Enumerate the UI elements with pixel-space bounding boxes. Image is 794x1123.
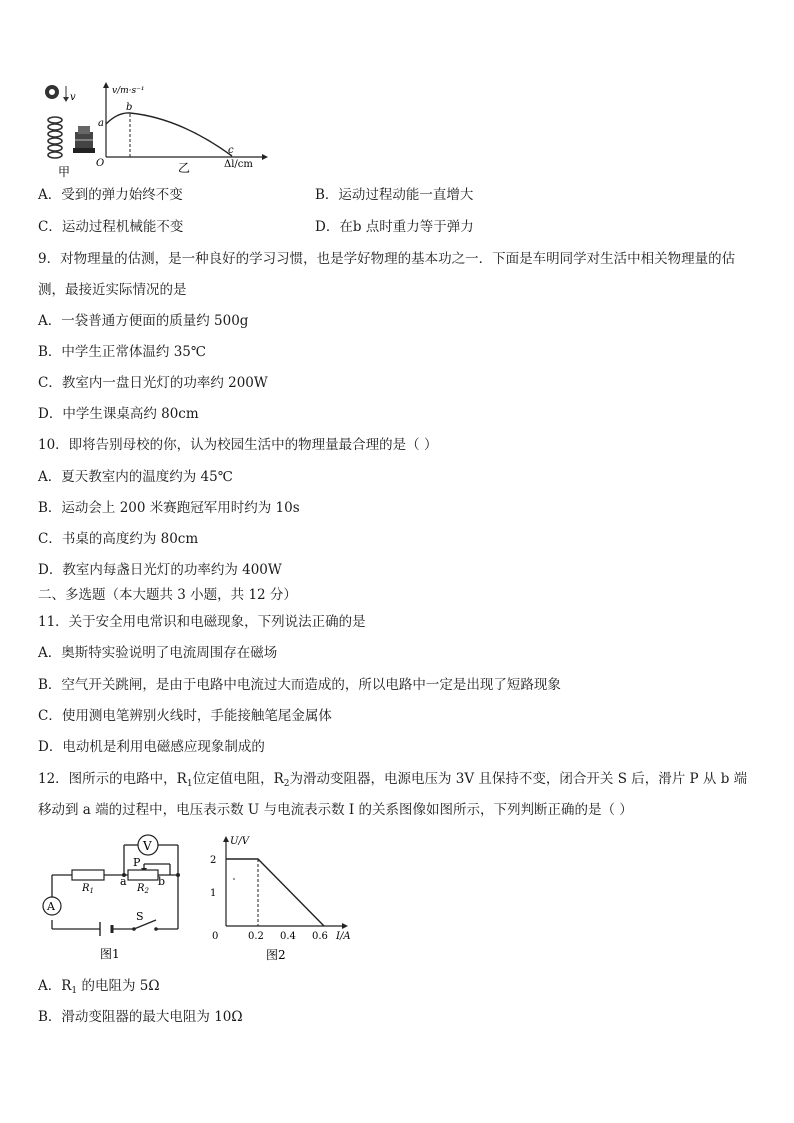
q10-option-b: B．运动会上 200 米赛跑冠军用时约为 10s: [38, 500, 300, 516]
r1-label-sub: 1: [89, 887, 94, 895]
q12-stem-part: 为滑动变阻器，电源电压为 3V 且保持不变，闭合开关 S 后，滑片 P 从 b 端: [289, 771, 748, 787]
point-c: c: [228, 145, 234, 156]
q8-option-d: D．在b 点时重力等于弹力: [315, 219, 474, 235]
q12-stem-line1: [38, 770, 747, 793]
voltmeter-label: V: [143, 839, 152, 853]
r2-label-sub: 2: [144, 887, 149, 895]
caption-jia: 甲: [58, 165, 71, 179]
q12-stem-part: 12．图所示的电路中，R: [38, 771, 187, 787]
q12-stem-line2: 移动到 a 端的过程中，电压表示数 U 与电流表示数 I 的关系图像如图所示，下列判断正确的是（ ）: [38, 802, 633, 818]
q8-option-c: C．运动过程机械能不变: [38, 219, 184, 235]
q12-option-a: [38, 977, 160, 1000]
q12-option-a-sub: 1: [71, 986, 78, 996]
q9-option-d: D．中学生课桌高约 80cm: [38, 406, 199, 422]
weight-icon: [73, 126, 95, 153]
q8-option-a: A．受到的弹力始终不变: [38, 187, 183, 203]
q9-stem-line2: 测，最接近实际情况的是: [38, 282, 187, 298]
section-heading: 二、多选题（本大题共 3 小题，共 12 分）: [38, 587, 297, 603]
caption-fig2: 图2: [266, 948, 286, 962]
point-b: b: [126, 102, 133, 113]
figure-ui-graph: [200, 826, 360, 966]
q12-option-a-text: A．R: [38, 978, 72, 994]
velocity-curve: [106, 113, 232, 156]
v-arrow-label: v: [70, 92, 76, 103]
end-b-label: b: [158, 875, 166, 888]
switch-label: S: [136, 910, 144, 923]
q11-option-b: B．空气开关跳闸，是由于电路中电流过大而造成的，所以电路中一定是出现了短路现象: [38, 677, 561, 693]
r2-label: [136, 883, 150, 895]
graph-ylabel: v/m·s⁻¹: [112, 86, 145, 96]
q12-option-a-text2: 的电阻为 5Ω: [77, 978, 160, 994]
battery-icon: [100, 922, 112, 936]
figure-spring-velocity: [0, 0, 794, 180]
voltmeter-icon: [138, 835, 158, 855]
x-tick-0.6: 0.6: [312, 931, 328, 942]
graph-origin: O: [96, 158, 105, 169]
q11-option-a: A．奥斯特实验说明了电流周围存在磁场: [38, 645, 278, 661]
q9-option-c: C．教室内一盘日光灯的功率约 200W: [38, 375, 268, 391]
caption-yi: 乙: [178, 161, 191, 175]
graph2-ylabel: U/V: [230, 836, 250, 847]
r1-label-text: R: [82, 883, 90, 894]
graph2-xlabel: I/A: [336, 931, 351, 942]
resistor-r1: [72, 870, 104, 880]
r1-label: [81, 883, 94, 895]
end-a-label: a: [120, 875, 127, 888]
q9-stem-line1: 9．对物理量的估测，是一种良好的学习习惯，也是学好物理的基本功之一．下面是车明同学对生活中相关物理量的估: [38, 251, 736, 267]
q12-subscript: 1: [186, 779, 193, 789]
q10-option-c: C．书桌的高度约为 80cm: [38, 531, 199, 547]
q11-option-c: C．使用测电笔辨别火线时，手能接触笔尾金属体: [38, 708, 332, 724]
r2-label-text: R: [137, 883, 145, 894]
caption-fig1: 图1: [100, 947, 120, 961]
y-tick-1: 1: [210, 888, 217, 899]
q12-option-b: B．滑动变阻器的最大电阻为 10Ω: [38, 1009, 243, 1025]
ammeter-label: A: [47, 900, 55, 913]
q10-option-d: D．教室内每盏日光灯的功率约为 400W: [38, 562, 282, 578]
q9-option-b: B．中学生正常体温约 35℃: [38, 344, 206, 360]
q8-option-b: B．运动过程动能一直增大: [315, 187, 474, 203]
spring-icon: [48, 117, 62, 158]
x-tick-0.2: 0.2: [248, 931, 264, 942]
ball-icon: [45, 85, 59, 99]
ui-curve: [226, 859, 324, 926]
x-tick-0.4: 0.4: [280, 931, 296, 942]
resistor-r2: [128, 870, 158, 880]
q11-stem: 11．关于安全用电常识和电磁现象，下列说法正确的是: [38, 614, 366, 630]
graph-xlabel: Δl/cm: [224, 159, 253, 170]
q10-option-a: A．夏天教室内的温度约为 45℃: [38, 469, 233, 485]
x-tick-0: 0: [212, 931, 219, 942]
q12-subscript: 2: [283, 779, 290, 789]
q10-stem: 10．即将告别母校的你，认为校园生活中的物理量最合理的是（ ）: [38, 437, 438, 453]
ammeter-icon: [43, 897, 61, 915]
q11-option-d: D．电动机是利用电磁感应现象制成的: [38, 739, 265, 755]
slider-label: P: [133, 856, 141, 869]
q12-stem-part: 位定值电阻，R: [192, 771, 284, 787]
q9-option-a: A．一袋普通方便面的质量约 500g: [38, 313, 249, 329]
point-a: a: [98, 118, 104, 129]
y-tick-2: 2: [210, 855, 217, 866]
